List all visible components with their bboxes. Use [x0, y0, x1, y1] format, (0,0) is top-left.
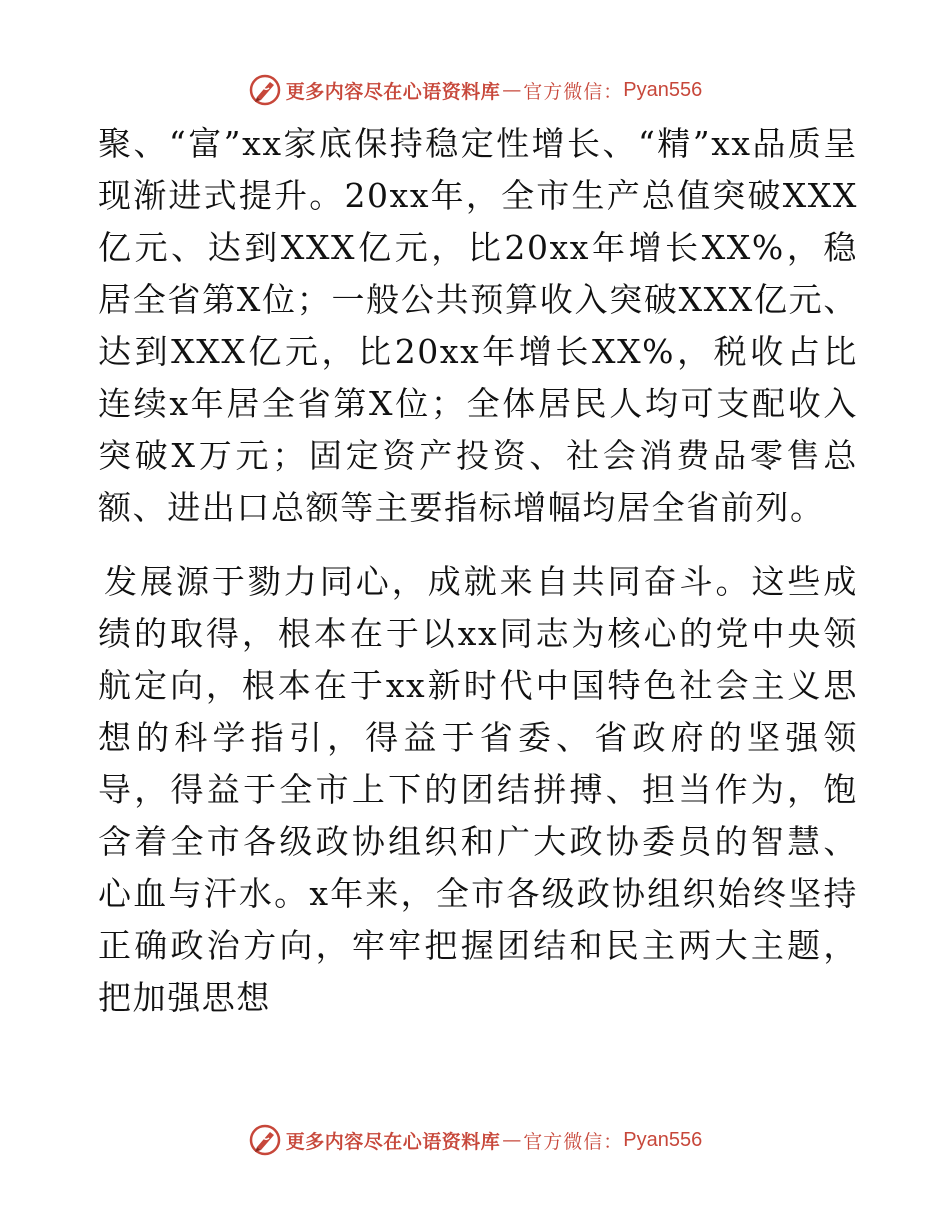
watermark-id: Pyan556: [623, 1128, 703, 1151]
watermark-text: 更多内容尽在心语资料库: [285, 1130, 501, 1153]
watermark-separator: —: [502, 1129, 522, 1151]
watermark-official-label: 官方微信：: [523, 80, 624, 103]
brush-logo-icon: [248, 73, 282, 107]
paragraph-1: 聚、“富”xx家底保持稳定性增长、“精”xx品质呈现渐进式提升。20xx年，全市生产总值突破XXX亿元、达到XXX亿元，比20xx年增长XX%，稳居全省第X位；一般公共预算收入突破XXX亿元、达到XXX亿元，比20xx年增长XX%，税收占比连续x年居全省第X位；全体居民人均可支配收入突破X万元；固定资产投资、社会消费品零售总额、进出口总额等主要指标增幅均居全省前列。: [98, 124, 858, 527]
watermark-text: 更多内容尽在心语资料库: [285, 80, 501, 103]
watermark-header: [0, 70, 950, 110]
document-body: [98, 118, 858, 1024]
paragraph-2: 发展源于勠力同心，成就来自共同奋斗。这些成绩的取得，根本在于以xx同志为核心的党中央领航定向，根本在于xx新时代中国特色社会主义思想的科学指引，得益于省委、省政府的坚强领导，得益于全市上下的团结拼搏、担当作为，饱含着全市各级政协组织和广大政协委员的智慧、心血与汗水。x年来，全市各级政协组织始终坚持正确政治方向，牢牢把握团结和民主两大主题，把加强思想: [98, 562, 858, 1017]
watermark-official-label: 官方微信：: [523, 1130, 624, 1153]
watermark-separator: —: [502, 79, 522, 101]
watermark-id: Pyan556: [623, 78, 703, 101]
brush-logo-icon: [248, 1123, 282, 1157]
watermark-footer: [0, 1120, 950, 1160]
